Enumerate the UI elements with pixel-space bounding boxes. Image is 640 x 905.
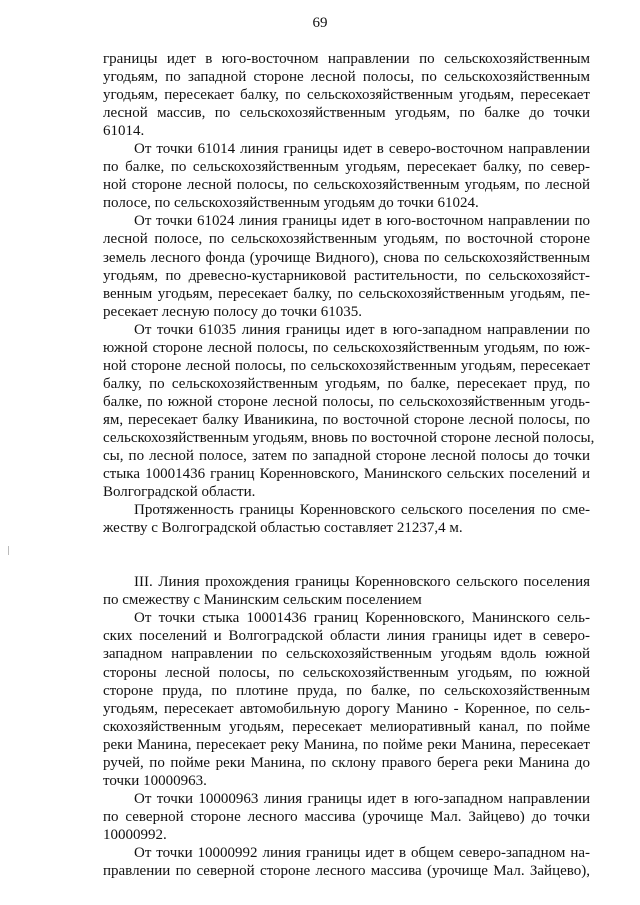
text-line: ских поселений и Волгоградской области линия границы идет в северо- xyxy=(103,628,590,645)
text-line: жеству с Волгоградской областью составляет 21237,4 м. xyxy=(103,520,463,537)
heading-line: по смежеству с Манинским сельским поселением xyxy=(103,592,422,609)
paragraph xyxy=(103,212,590,320)
text-line: От точки стыка 10001436 границ Коренновского, Манинского сель- xyxy=(134,610,590,627)
paragraph xyxy=(103,844,590,880)
text-line: границы идет в юго-восточном направлении по сельскохозяйственным xyxy=(103,51,590,67)
text-line: ям, пересекает балку Иваникина, по восточной стороне лесной полосы, по xyxy=(103,411,590,428)
text-line: полосе, по сельскохозяйственным угодьям до точки 61024. xyxy=(103,195,479,212)
document-body xyxy=(103,50,595,880)
paragraph xyxy=(103,140,590,212)
text-line: угодьям, по западной стороне лесной полосы, по сельскохозяйственным xyxy=(103,69,590,86)
text-line: лесной массив, по сельскохозяйственным угодьям, по балке до точки xyxy=(103,105,590,122)
margin-mark xyxy=(8,546,9,555)
text-line: по балке, по сельскохозяйственным угодьям, пересекает балку, по север- xyxy=(103,159,590,176)
text-line: От точки 61014 линия границы идет в северо-восточном направлении xyxy=(134,141,590,158)
text-line: От точки 61024 линия границы идет в юго-восточном направлении по xyxy=(134,213,590,230)
text-line: ной стороне лесной полосы, по сельскохозяйственным угодьям, по лесной xyxy=(103,177,590,194)
text-line: балку, по сельскохозяйственным угодьям, по балке, пересекает пруд, по xyxy=(103,375,590,392)
text-line: угодьям, пересекает балку, по сельскохозяйственным угодьям, пересекает xyxy=(103,87,590,104)
paragraph xyxy=(103,50,590,140)
heading-line: III. Линия прохождения границы Коренновского сельского поселения xyxy=(134,574,590,591)
text-line: точки 10000963. xyxy=(103,772,207,789)
section-heading xyxy=(103,573,590,609)
text-line: южной стороне лесной полосы, по сельскохозяйственным угодьям, по юж- xyxy=(103,339,590,356)
text-line: сы, по лесной полосе, затем по западной стороне лесной полосы до точки xyxy=(103,448,590,465)
text-line: лесной полосе, по сельскохозяйственным угодьям, по восточной стороне xyxy=(103,231,590,248)
paragraph xyxy=(103,501,590,537)
text-line: ручей, по пойме реки Манина, по склону правого берега реки Манина до xyxy=(103,754,590,771)
text-line: 61014. xyxy=(103,123,145,140)
text-line: От точки 10000992 линия границы идет в общем северо-западном на- xyxy=(134,844,590,861)
text-line: балке, по южной стороне лесной полосы, по сельскохозяйственным угодь- xyxy=(103,393,590,410)
text-line: сельскохозяйственным угодьям, вновь по восточной стороне лесной полосы, xyxy=(103,429,595,446)
paragraph xyxy=(103,321,595,501)
text-line: ной стороне лесной полосы, по сельскохозяйственным угодьям, пересекает xyxy=(103,357,590,374)
text-line: Протяженность границы Коренновского сельского поселения по сме- xyxy=(134,502,590,519)
text-line: ресекает лесную полосу до точки 61035. xyxy=(103,303,362,320)
text-line: угодьям, по древесно-кустарниковой растительности, по сельскохозяйст- xyxy=(103,267,590,284)
text-line: по северной стороне лесного массива (урочище Мал. Зайцево) до точки xyxy=(103,808,590,825)
text-line: стороне пруда, по плотине пруда, по балке, по сельскохозяйственным xyxy=(103,682,590,699)
text-line: западном направлении по сельскохозяйственным угодьям вдоль южной xyxy=(103,646,590,663)
text-line: реки Манина, пересекает реку Манина, по пойме реки Манина, пересекает xyxy=(103,736,590,753)
section-spacer xyxy=(103,537,590,573)
text-line: стороны лесной полосы, по сельскохозяйственным угодьям, по южной xyxy=(103,664,590,681)
text-line: От точки 61035 линия границы идет в юго-западном направлении по xyxy=(134,321,590,338)
text-line: 10000992. xyxy=(103,826,167,843)
text-line: правлении по северной стороне лесного массива (урочище Мал. Зайцево), xyxy=(103,863,590,880)
text-line: скохозяйственным угодьям, пересекает мелиоративный канал, по пойме xyxy=(103,718,590,735)
paragraph xyxy=(103,790,590,844)
text-line: угодьям, пересекает автомобильную дорогу Манино - Коренное, по сель- xyxy=(103,700,590,717)
paragraph xyxy=(103,609,590,789)
text-line: земель лесного фонда (урочище Видного), снова по сельскохозяйственным xyxy=(103,249,590,266)
text-line: Волгоградской области. xyxy=(103,484,256,501)
text-line: венным угодьям, пересекает балку, по сельскохозяйственным угодьям, пе- xyxy=(103,285,590,302)
page-number: 69 xyxy=(312,15,328,31)
text-line: От точки 10000963 линия границы идет в юго-западном направлении xyxy=(134,790,590,807)
text-line: стыка 10001436 границ Коренновского, Манинского сельских поселений и xyxy=(103,466,590,483)
